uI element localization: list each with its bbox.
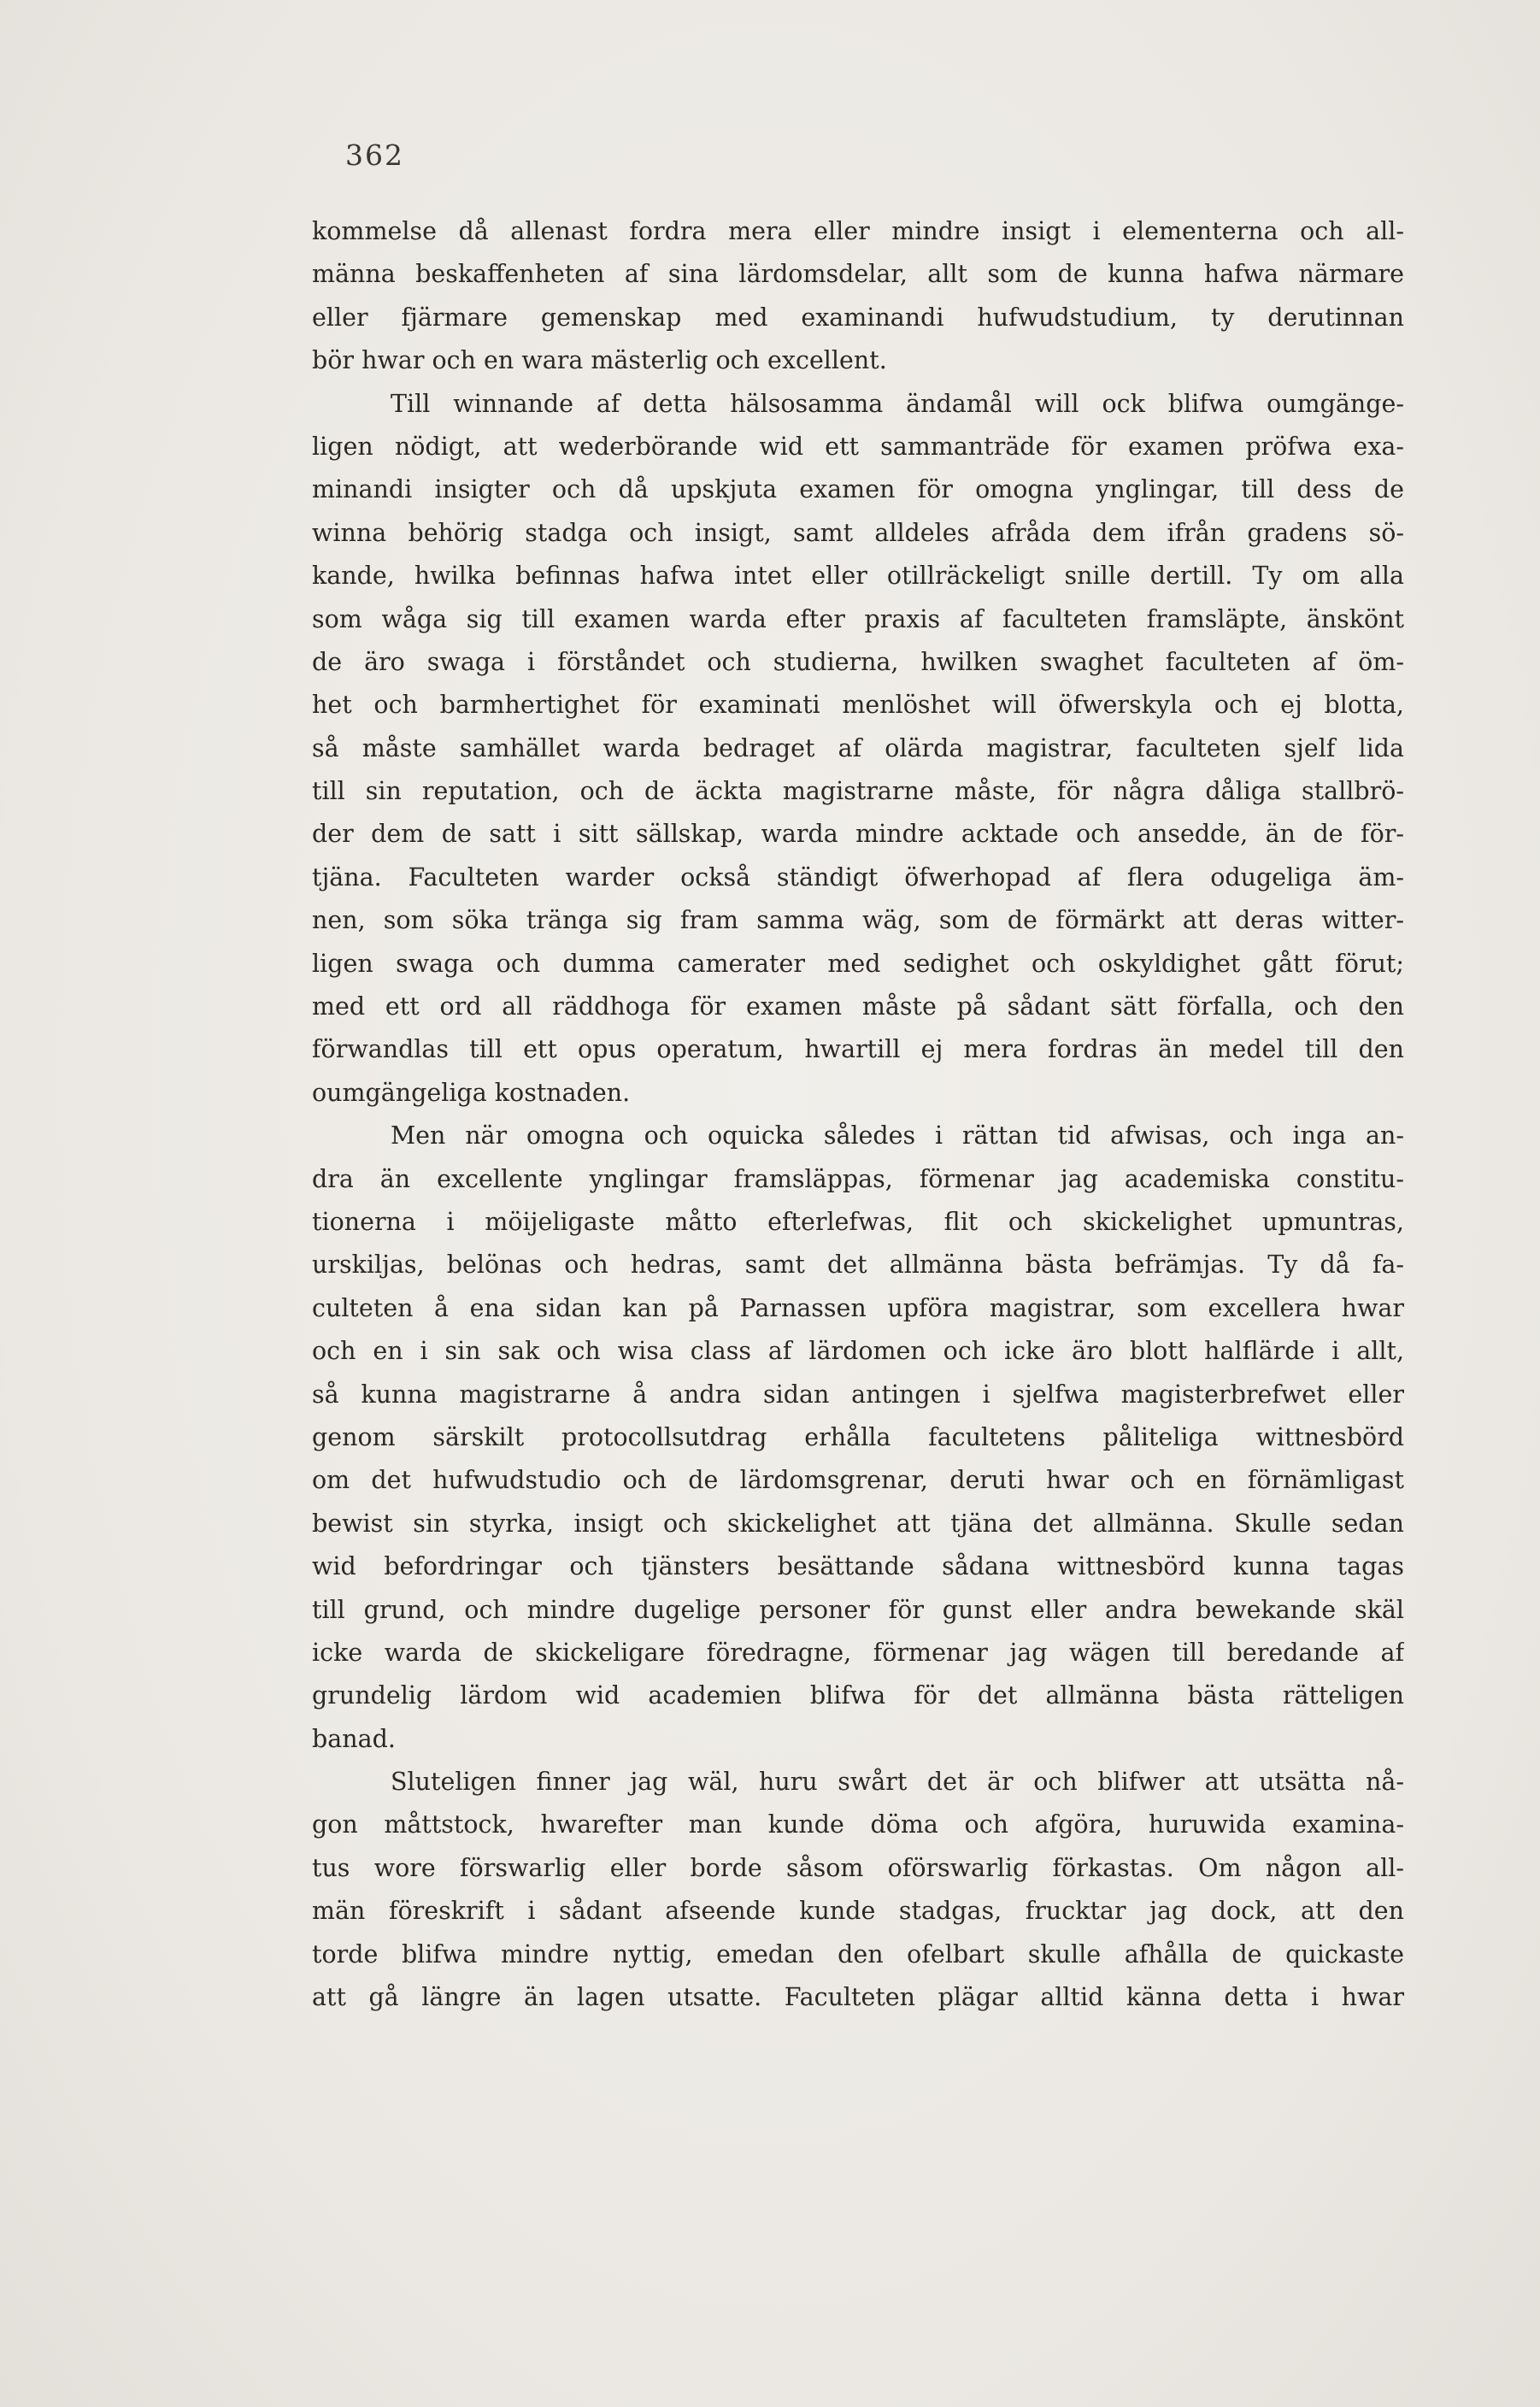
text-line: torde blifwa mindre nyttig, emedan den ofelbart skulle afhålla de quickaste bbox=[312, 1939, 1404, 1969]
text-line: att gå längre än lagen utsatte. Faculteten plägar alltid känna detta i hwar bbox=[312, 1983, 1404, 2012]
text-line: med ett ord all räddhoga för examen måste på sådant sätt förfalla, och den bbox=[312, 992, 1404, 1021]
text-line: bör hwar och en wara mästerlig och excellent. bbox=[312, 346, 887, 375]
paragraph-first-line: Till winnande af detta hälsosamma ändamål will ock blifwa oumgänge- bbox=[391, 389, 1404, 418]
text-line: grundelig lärdom wid academien blifwa för det allmänna bästa rätteligen bbox=[312, 1681, 1404, 1710]
text-line: männa beskaffenheten af sina lärdomsdelar, allt som de kunna hafwa närmare bbox=[312, 260, 1404, 289]
text-line: kommelse då allenast fordra mera eller mindre insigt i elementerna och all- bbox=[312, 217, 1404, 245]
text-line: kande, hwilka befinnas hafwa intet eller otillräckeligt snille dertill. Ty om alla bbox=[312, 562, 1404, 591]
text-line: ligen nödigt, att wederbörande wid ett sammanträde för examen pröfwa exa- bbox=[312, 432, 1404, 461]
text-line: män föreskrift i sådant afseende kunde stadgas, frucktar jag dock, att den bbox=[312, 1897, 1404, 1926]
text-line: tjäna. Faculteten warder också ständigt öfwerhopad af flera odugeliga äm- bbox=[312, 862, 1404, 892]
text-line: så måste samhället warda bedraget af olärda magistrar, faculteten sjelf lida bbox=[312, 733, 1404, 762]
text-line: bewist sin styrka, insigt och skickelighet att tjäna det allmänna. Skulle sedan bbox=[312, 1509, 1404, 1538]
text-line: tionerna i möijeligaste måtto efterlefwas, flit och skickelighet upmuntras, bbox=[312, 1207, 1404, 1236]
text-line: till sin reputation, och de äckta magistrarne måste, för några dåliga stallbrö- bbox=[312, 777, 1404, 806]
text-line: gon måttstock, hwarefter man kunde döma och afgöra, huruwida examina- bbox=[312, 1810, 1404, 1839]
text-line: oumgängeliga kostnaden. bbox=[312, 1078, 631, 1107]
text-line: som wåga sig till examen warda efter praxis af faculteten framsläpte, änskönt bbox=[312, 604, 1404, 633]
text-line: tus wore förswarlig eller borde såsom oförswarlig förkastas. Om någon all- bbox=[312, 1853, 1404, 1882]
text-line: het och barmhertighet för examinati menlöshet will öfwerskyla och ej blotta, bbox=[312, 691, 1404, 720]
text-line: winna behörig stadga och insigt, samt alldeles afråda dem ifrån gradens sö- bbox=[312, 518, 1404, 547]
text-line: ligen swaga och dumma camerater med sedighet och oskyldighet gått förut; bbox=[312, 949, 1404, 978]
text-line: minandi insigter och då upskjuta examen för omogna ynglingar, till dess de bbox=[312, 475, 1404, 504]
text-line: förwandlas till ett opus operatum, hwartill ej mera fordras än medel till den bbox=[312, 1035, 1404, 1064]
text-line: urskiljas, belönas och hedras, samt det allmänna bästa befrämjas. Ty då fa- bbox=[312, 1251, 1404, 1280]
body-text bbox=[312, 210, 1404, 2019]
paragraph-first-line: Men när omogna och oquicka således i rättan tid afwisas, och inga an- bbox=[391, 1121, 1404, 1151]
text-line: icke warda de skickeligare föredragne, förmenar jag wägen till beredande af bbox=[312, 1638, 1404, 1667]
text-line: dra än excellente ynglingar framsläppas, förmenar jag academiska constitu- bbox=[312, 1164, 1404, 1193]
paragraph-first-line: Sluteligen finner jag wäl, huru swårt det är och blifwer att utsätta nå- bbox=[391, 1768, 1404, 1797]
text-line: genom särskilt protocollsutdrag erhålla facultetens påliteliga wittnesbörd bbox=[312, 1422, 1404, 1451]
text-line: culteten å ena sidan kan på Parnassen upföra magistrar, som excellera hwar bbox=[312, 1293, 1404, 1322]
text-line: nen, som söka tränga sig fram samma wäg, som de förmärkt att deras witter- bbox=[312, 906, 1404, 935]
text-line: wid befordringar och tjänsters besättande sådana wittnesbörd kunna tagas bbox=[312, 1552, 1404, 1581]
text-line: banad. bbox=[312, 1724, 396, 1753]
text-line: de äro swaga i förståndet och studierna, hwilken swaghet faculteten af öm- bbox=[312, 647, 1404, 676]
page-number: 362 bbox=[345, 138, 404, 172]
text-line: så kunna magistrarne å andra sidan antingen i sjelfwa magisterbrefwet eller bbox=[312, 1380, 1404, 1409]
text-line: och en i sin sak och wisa class af lärdomen och icke äro blott halflärde i allt, bbox=[312, 1337, 1404, 1366]
text-line: om det hufwudstudio och de lärdomsgrenar, deruti hwar och en förnämligast bbox=[312, 1466, 1404, 1495]
text-line: till grund, och mindre dugelige personer för gunst eller andra bewekande skäl bbox=[312, 1595, 1404, 1624]
text-line: der dem de satt i sitt sällskap, warda mindre acktade och ansedde, än de för- bbox=[312, 820, 1404, 849]
text-line: eller fjärmare gemenskap med examinandi hufwudstudium, ty derutinnan bbox=[312, 303, 1404, 332]
